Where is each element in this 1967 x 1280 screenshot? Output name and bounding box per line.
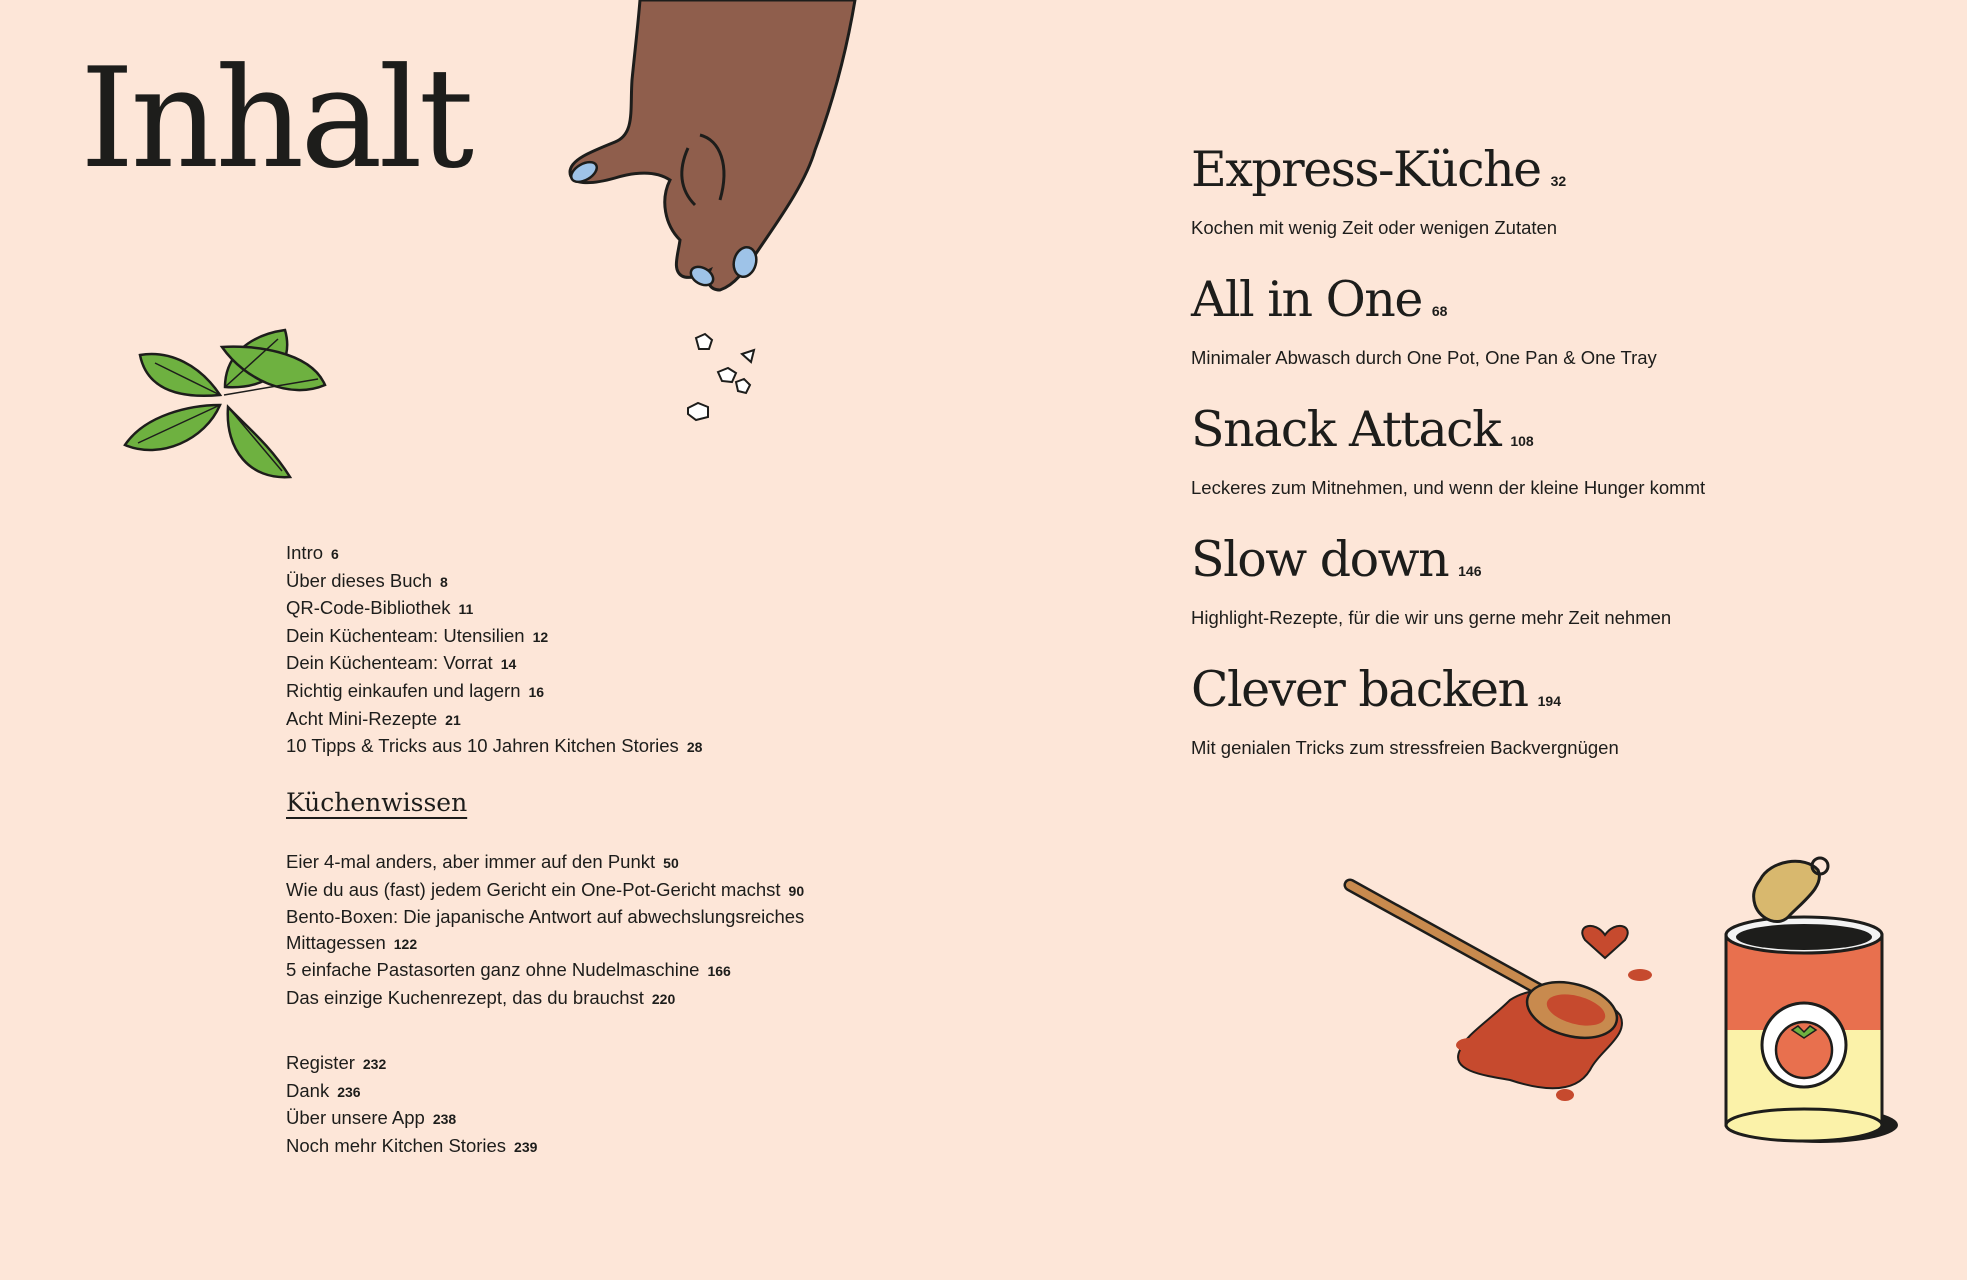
chapter-page: 32 (1550, 173, 1567, 189)
hand-sprinkling-illustration (560, 0, 880, 440)
tomato-can-icon (1726, 858, 1882, 1141)
toc-entry[interactable] (286, 540, 702, 568)
chapter-subtitle: Highlight-Rezepte, für die wir uns gerne mehr Zeit nehmen (1191, 607, 1672, 628)
toc-entry[interactable] (286, 595, 702, 623)
toc-entry-label: Das einzige Kuchenrezept, das du brauchst (286, 986, 644, 1008)
toc-entry[interactable] (286, 568, 702, 596)
chapter-title: Slow down (1191, 531, 1449, 588)
toc-entry-label: Bento-Boxen: Die japanische Antwort auf abwechslungsreiches Mittagessen (286, 906, 805, 953)
toc-entry-page: 16 (528, 683, 545, 700)
toc-entry-label: Acht Mini-Rezepte (286, 707, 438, 729)
toc-entry-page: 238 (432, 1111, 457, 1128)
toc-entry[interactable] (286, 678, 702, 706)
toc-entry-label: Dein Küchenteam: Utensilien (286, 624, 525, 646)
chapter-subtitle: Leckeres zum Mitnehmen, und wenn der kleine Hunger kommt (1191, 477, 1706, 498)
basil-leaves-illustration (120, 325, 345, 485)
toc-entry-page: 8 (440, 573, 448, 590)
chapter-subtitle: Kochen mit wenig Zeit oder wenigen Zutaten (1191, 217, 1558, 238)
toc-entry-page: 14 (500, 656, 517, 673)
toc-entry-page: 166 (707, 963, 731, 980)
chapter-page: 108 (1510, 433, 1534, 449)
chapter-entry[interactable] (1191, 400, 1705, 530)
toc-entry-label: Wie du aus (fast) jedem Gericht ein One-Pot-Gericht machst (286, 878, 781, 900)
toc-entry[interactable] (286, 904, 846, 957)
knowledge-section-heading: Küchenwissen (286, 788, 468, 817)
chapter-page: 194 (1537, 693, 1561, 709)
toc-entry[interactable] (286, 1105, 537, 1133)
chapter-entry[interactable] (1191, 530, 1705, 660)
chapter-title: Clever backen (1191, 661, 1528, 718)
toc-entry-label: Intro (286, 542, 324, 563)
toc-entry[interactable] (286, 1078, 537, 1106)
toc-entry[interactable] (286, 706, 702, 734)
intro-toc-list (286, 540, 702, 761)
page-title: Inhalt (80, 38, 471, 199)
toc-entry[interactable] (286, 623, 702, 651)
chapter-subtitle: Mit genialen Tricks zum stressfreien Backvergnügen (1191, 737, 1619, 758)
toc-entry-page: 11 (458, 601, 474, 618)
toc-entry-label: Dank (286, 1079, 330, 1101)
toc-entry-page: 12 (532, 628, 549, 645)
toc-entry-page: 236 (337, 1083, 361, 1100)
toc-entry-page: 239 (514, 1138, 538, 1155)
toc-entry-label: Register (286, 1052, 355, 1073)
toc-entry-label: 5 einfache Pastasorten ganz ohne Nudelmaschine (286, 959, 700, 981)
toc-entry-label: QR-Code-Bibliothek (286, 597, 451, 619)
toc-entry-page: 232 (362, 1056, 387, 1072)
toc-entry[interactable] (286, 985, 846, 1013)
toc-entry-page: 6 (331, 546, 339, 562)
toc-entry-page: 90 (788, 882, 805, 899)
chapter-title: All in One (1191, 271, 1422, 328)
toc-entry-label: Über unsere App (286, 1107, 425, 1129)
spoon-and-can-illustration (1340, 840, 1920, 1170)
chapter-list (1191, 140, 1705, 790)
toc-entry-label: Dein Küchenteam: Vorrat (286, 652, 493, 674)
toc-entry-page: 50 (663, 855, 679, 871)
salt-crystals-icon (688, 334, 754, 420)
heart-icon (1582, 926, 1627, 958)
toc-entry-page: 220 (651, 990, 676, 1007)
knowledge-toc-list (286, 849, 846, 1013)
chapter-subtitle: Minimaler Abwasch durch One Pot, One Pan & One Tray (1191, 347, 1657, 368)
toc-entry-label: Über dieses Buch (286, 569, 433, 591)
toc-entry[interactable] (286, 650, 702, 678)
appendix-toc-list (286, 1050, 537, 1160)
toc-entry-label: Noch mehr Kitchen Stories (286, 1134, 507, 1156)
toc-entry[interactable] (286, 733, 702, 761)
chapter-entry[interactable] (1191, 270, 1705, 400)
toc-entry-page: 21 (445, 711, 461, 728)
toc-entry[interactable] (286, 957, 846, 985)
chapter-entry[interactable] (1191, 660, 1705, 790)
chapter-page: 146 (1458, 563, 1482, 579)
toc-entry-label: Eier 4-mal anders, aber immer auf den Punkt (286, 851, 656, 872)
toc-entry[interactable] (286, 1050, 537, 1078)
hand-icon (570, 0, 855, 290)
toc-entry[interactable] (286, 849, 846, 877)
toc-entry-page: 122 (393, 935, 418, 952)
toc-entry-label: Richtig einkaufen und lagern (286, 679, 521, 701)
toc-entry-label: 10 Tipps & Tricks aus 10 Jahren Kitchen Stories (286, 735, 679, 757)
chapter-title: Express-Küche (1191, 141, 1541, 198)
chapter-entry[interactable] (1191, 140, 1705, 270)
toc-entry[interactable] (286, 877, 846, 905)
chapter-title: Snack Attack (1191, 401, 1501, 458)
toc-entry-page: 28 (686, 739, 703, 756)
toc-entry[interactable] (286, 1133, 537, 1161)
chapter-page: 68 (1431, 303, 1448, 319)
